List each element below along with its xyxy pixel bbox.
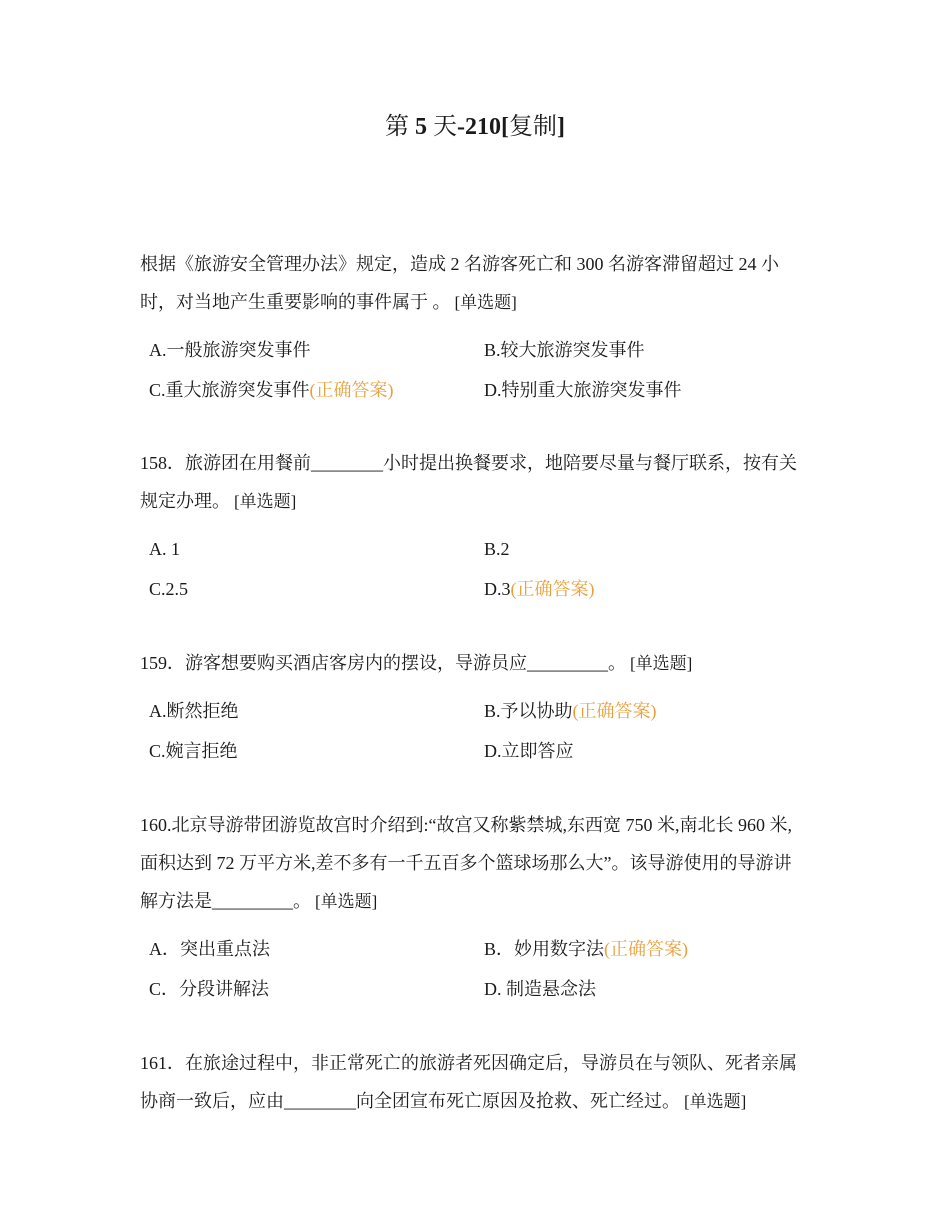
option-d[interactable]: D.立即答应 xyxy=(484,741,574,761)
option-d[interactable]: D.特别重大旅游突发事件 xyxy=(484,380,682,400)
title-prefix: 第 xyxy=(385,114,409,140)
question-type: [单选题] xyxy=(234,492,297,511)
question-block xyxy=(140,1044,805,1121)
option-c[interactable]: C.重大旅游突发事件(正确答案) xyxy=(149,380,394,400)
question-text: 161．在旅途过程中，非正常死亡的旅游者死因确定后，导游员在与领队、死者亲属协商一致后，应由________向全团宣布死亡原因及抢救、死亡经过。 xyxy=(140,1053,797,1111)
question-type: [单选题] xyxy=(630,654,693,673)
option-a[interactable]: A. 1 xyxy=(149,539,180,559)
options-list xyxy=(140,529,805,609)
title-code: -210[ xyxy=(457,114,509,140)
option-d[interactable]: D. 制造悬念法 xyxy=(484,979,596,999)
option-c[interactable]: C.2.5 xyxy=(149,579,189,599)
options-list xyxy=(140,330,805,410)
option-a[interactable]: A.断然拒绝 xyxy=(149,701,239,721)
question-text: 根据《旅游安全管理办法》规定，造成 2 名游客死亡和 300 名游客滞留超过 24 小时，对当地产生重要影响的事件属于 。 xyxy=(140,254,779,312)
options-list xyxy=(140,929,805,1009)
correct-answer-mark: (正确答案) xyxy=(510,579,595,599)
option-b[interactable]: B.予以协助(正确答案) xyxy=(484,701,657,721)
question-stem xyxy=(140,644,805,683)
page-title xyxy=(0,110,950,144)
title-mid: 天 xyxy=(433,114,457,140)
title-day: 5 xyxy=(415,114,427,140)
option-b[interactable]: B.较大旅游突发事件 xyxy=(484,340,645,360)
option-c[interactable]: C.婉言拒绝 xyxy=(149,741,238,761)
question-block xyxy=(140,806,805,1009)
question-text: 159．游客想要购买酒店客房内的摆设，导游员应_________。 xyxy=(140,653,626,673)
question-stem xyxy=(140,444,805,521)
question-text: 158．旅游团在用餐前________小时提出换餐要求，地陪要尽量与餐厅联系，按有关规定办理。 xyxy=(140,453,797,511)
option-c[interactable]: C．分段讲解法 xyxy=(149,979,270,999)
option-a[interactable]: A．突出重点法 xyxy=(149,939,270,959)
question-block xyxy=(140,444,805,609)
option-b[interactable]: B.2 xyxy=(484,539,510,559)
option-b[interactable]: B．妙用数字法(正确答案) xyxy=(484,939,689,959)
question-stem xyxy=(140,806,805,921)
options-list xyxy=(140,691,805,771)
title-end: ] xyxy=(556,114,565,140)
question-block xyxy=(140,644,805,771)
question-type: [单选题] xyxy=(684,1092,747,1111)
correct-answer-mark: (正确答案) xyxy=(604,939,689,959)
question-block xyxy=(140,245,805,410)
option-a[interactable]: A.一般旅游突发事件 xyxy=(149,340,311,360)
correct-answer-mark: (正确答案) xyxy=(309,380,394,400)
title-copy: 复制 xyxy=(508,114,557,140)
option-d[interactable]: D.3(正确答案) xyxy=(484,579,595,599)
question-text: 160.北京导游带团游览故宫时介绍到:“故宫又称紫禁城,东西宽 750 米,南北长 960 米,面积达到 72 万平方米,差不多有一千五百多个篮球场那么大”。该导游使用的导游讲解方法是_________。 xyxy=(140,815,792,911)
question-type: [单选题] xyxy=(315,892,378,911)
question-type: [单选题] xyxy=(454,293,517,312)
question-stem xyxy=(140,245,805,322)
correct-answer-mark: (正确答案) xyxy=(572,701,657,721)
question-stem xyxy=(140,1044,805,1121)
